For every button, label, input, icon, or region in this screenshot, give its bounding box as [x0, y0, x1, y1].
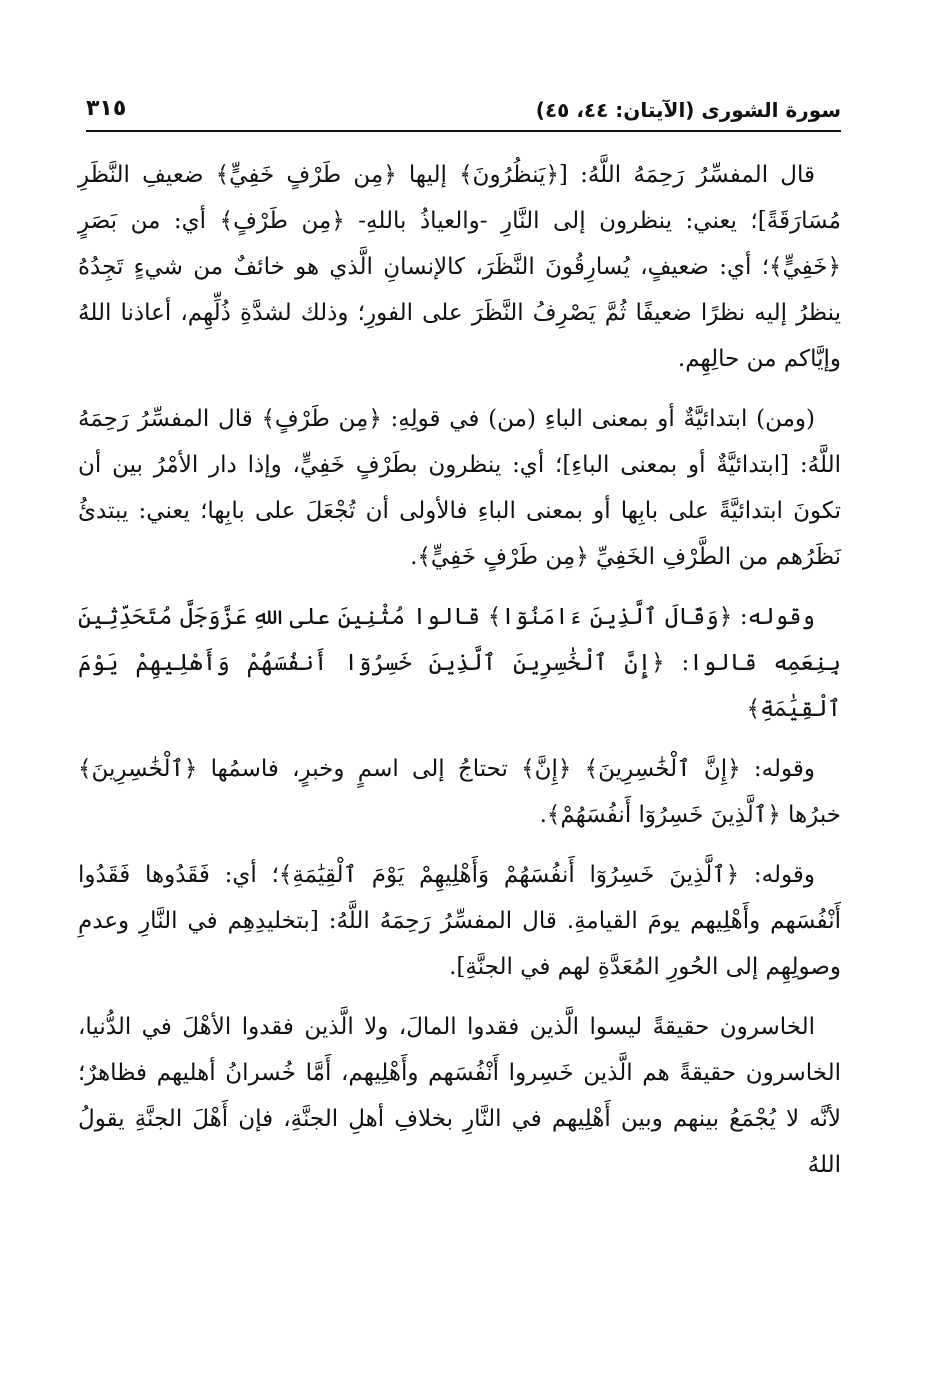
paragraph-5: وقوله: ﴿ٱلَّذِينَ خَسِرُوٓا أَنفُسَهُمْ وَأَهْلِيهِمْ يَوْمَ ٱلْقِيَٰمَةِ﴾؛ أي: فَقَدُوها فَقَدُوا أَنْفُسَهم وأَهْلِيهم يومَ القيامةِ. قال المفسِّرُ رَحِمَهُ اللَّهُ: [بتخليدِهِم في النَّارِ وعدمِ وصولِهِم إلى الحُورِ المُعَدَّةِ لهم في الجنَّةِ]. [78, 862, 841, 980]
header-rule [86, 130, 841, 132]
paragraph-4: وقوله: ﴿إِنَّ ٱلْخَٰسِرِينَ﴾ ﴿إِنَّ﴾ تحتاجُ إلى اسمٍ وخبرٍ، فاسمُها ﴿ٱلْخَٰسِرِينَ﴾ خبرُها ﴿ٱلَّذِينَ خَسِرُوٓا أَنفُسَهُمْ﴾. [78, 756, 841, 828]
page-number: ٣١٥ [86, 96, 127, 121]
page-body [78, 152, 841, 1202]
page-header [86, 96, 841, 132]
paragraph-3: وقوله: ﴿وَقَالَ ٱلَّذِينَ ءَامَنُوٓا﴾ قالوا مُثْنِينَ على اللهِ عَزَّوَجَلَّ مُتَحَدِّثِينَ بِنِعَمِه قالوا: ﴿إِنَّ ٱلْخَٰسِرِينَ ٱلَّذِينَ خَسِرُوٓا أَنفُسَهُمْ وَأَهْلِيهِمْ يَوْمَ ٱلْقِيَٰمَةِ﴾ [78, 604, 841, 722]
paragraph-2: (ومن) ابتدائيَّةٌ أو بمعنى الباءِ (من) في قولِهِ: ﴿مِن طَرْفٍ﴾ قال المفسِّرُ رَحِمَهُ اللَّهُ: [ابتدائيَّةٌ أو بمعنى الباءِ]؛ أي: ينظرون بطَرْفٍ خَفِيٍّ، وإذا دار الأمْرُ بين أن تكونَ ابتدائيَّةً على بابِها أو بمعنى الباءِ فالأولى أن تُجْعَلَ على بابِها؛ يعني: يبتدئُ نَظَرُهم من الطَّرْفِ الخَفِيِّ ﴿مِن طَرْفٍ خَفِيٍّ﴾. [78, 406, 841, 570]
running-title: سورة الشورى (الآيتان: ٤٤، ٤٥) [535, 98, 841, 122]
paragraph-6: الخاسرون حقيقةً ليسوا الَّذين فقدوا المالَ، ولا الَّذين فقدوا الأهْلَ في الدُّنيا، الخاسرون حقيقةً هم الَّذين خَسِروا أَنْفُسَهم وأَهْلِيهم، أَمَّا خُسرانُ أهليهم فظاهرٌ؛ لأنَّه لا يُجْمَعُ بينهم وبين أَهْلِيهم في النَّارِ بخلافِ أهلِ الجنَّةِ، فإن أَهْلَ الجنَّةِ يقولُ اللهُ [78, 1014, 842, 1178]
paragraph-1: قال المفسِّرُ رَحِمَهُ اللَّهُ: [﴿يَنظُرُونَ﴾ إليها ﴿مِن طَرْفٍ خَفِيٍّ﴾ ضعيفِ النَّظَرِ مُسَارَقَةً]؛ يعني: ينظرون إلى النَّارِ -والعياذُ باللهِ- ﴿مِن طَرْفٍ﴾ أي: من بَصَرٍ ﴿خَفِيٍّ﴾؛ أي: ضعيفٍ، يُسارِقُونَ النَّظَرَ، كالإنسانِ الَّذي هو خائفٌ من شيءٍ تَجِدُهُ ينظرُ إليه نظرًا ضعيفًا ثُمَّ يَصْرِفُ النَّظَرَ على الفورِ؛ وذلك لشدَّةِ ذُلِّهِم، أعاذنا اللهُ وإيَّاكم من حالِهِم. [78, 162, 841, 372]
